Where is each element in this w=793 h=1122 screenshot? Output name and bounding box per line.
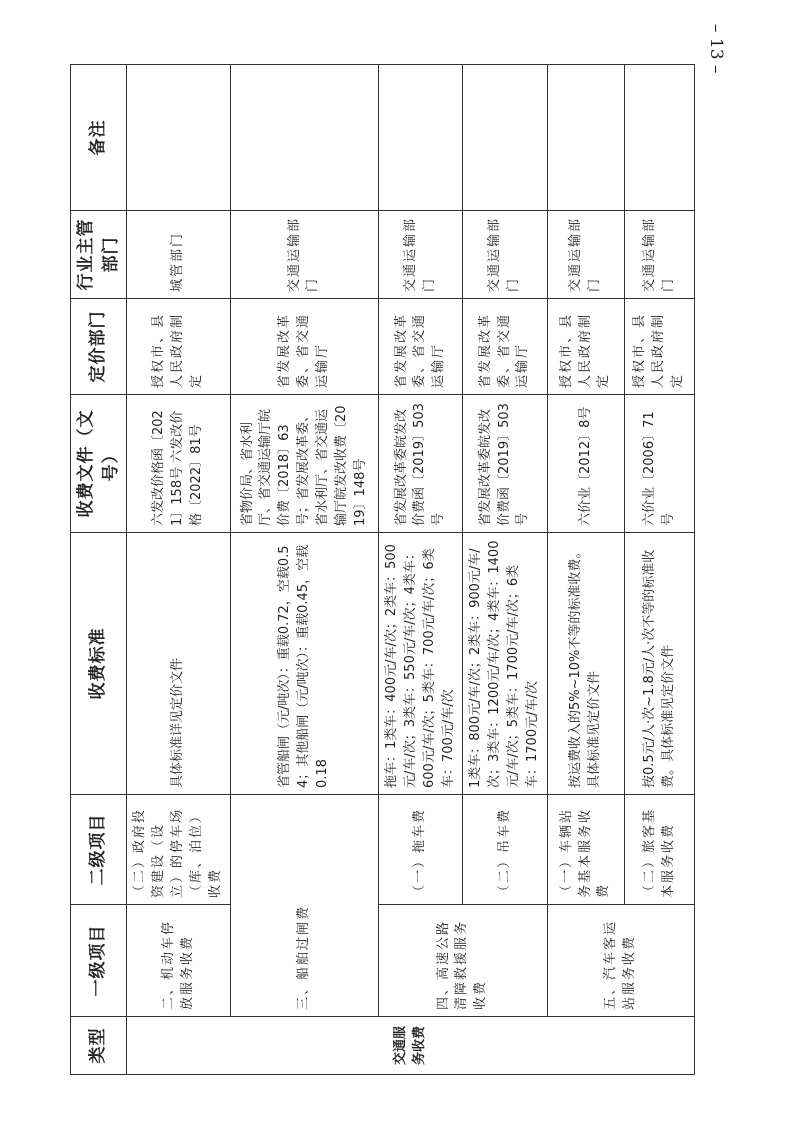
table-row	[230, 65, 378, 1075]
document-cell: 六发改价格函〔2021〕158号 六发改价格〔2022〕81号	[127, 395, 231, 533]
table-header-row	[71, 65, 127, 1075]
remark-cell	[230, 65, 378, 211]
header-standard: 收费标准	[71, 533, 127, 795]
category-cell: 交通服务收费	[127, 1017, 695, 1075]
pricing-dept-cell: 省发展改革委、省交通运输厅	[463, 299, 547, 395]
pricing-dept-cell: 省发展改革委、省交通运输厅	[230, 299, 378, 395]
rotated-table-wrapper	[70, 65, 695, 1075]
industry-dept-cell: 交通运输部门	[230, 211, 378, 299]
pricing-dept-cell: 授权市、县人民政府制定	[625, 299, 695, 395]
level2-cell: （一）拖车费	[379, 795, 463, 905]
industry-dept-cell: 交通运输部门	[463, 211, 547, 299]
header-industry-dept: 行业主管部门	[71, 211, 127, 299]
remark-cell	[463, 65, 547, 211]
header-level2: 二级项目	[71, 795, 127, 905]
pricing-dept-cell: 省发展改革委、省交通运输厅	[379, 299, 463, 395]
standard-cell: 按0.5元/人·次~1.8元/人·次不等的标准收费。具体标准见定价文件	[625, 533, 695, 795]
header-document: 收费文件（文号）	[71, 395, 127, 533]
level2-cell: （二）政府投资建设（设立）的停车场（库、泊位）收费	[127, 795, 231, 905]
level1-cell: 四、高速公路清障救援服务收费	[379, 905, 548, 1017]
document-cell: 省发展改革委皖发改价费函〔2019〕503号	[379, 395, 463, 533]
remark-cell	[127, 65, 231, 211]
industry-dept-cell: 交通运输部门	[547, 211, 625, 299]
document-cell: 六价业〔2006〕71号	[625, 395, 695, 533]
remark-cell	[625, 65, 695, 211]
remark-cell	[379, 65, 463, 211]
industry-dept-cell: 交通运输部门	[379, 211, 463, 299]
level2-cell: （一）车辆站务基本服务收费	[547, 795, 625, 905]
pricing-dept-cell: 授权市、县人民政府制定	[547, 299, 625, 395]
document-cell: 六价业〔2012〕8号	[547, 395, 625, 533]
header-remark: 备注	[71, 65, 127, 211]
header-level1: 一级项目	[71, 905, 127, 1017]
standard-cell: 省管船闸（元/吨次）：重载0.72，空载0.54；其他船闸（元/吨次）：重载0.45，空载0.18	[230, 533, 378, 795]
document-cell: 省发展改革委皖发改价费函〔2019〕503号	[463, 395, 547, 533]
header-pricing-dept: 定价部门	[71, 299, 127, 395]
remark-cell	[547, 65, 625, 211]
table-row	[127, 65, 231, 1075]
standard-cell: 拖车：1类车：400元/车/次；2类车：500元/车/次；3类车：550元/车/次；4类车：600元/车/次；5类车：700元/车/次；6类车：700元/车/次	[379, 533, 463, 795]
standard-cell: 具体标准详见定价文件	[127, 533, 231, 795]
table-row	[379, 65, 463, 1075]
header-type: 类型	[71, 1017, 127, 1075]
level2-cell: （二）旅客基本服务收费	[625, 795, 695, 905]
fee-standard-table	[70, 64, 695, 1075]
standard-cell: 1类车：800元/车/次；2类车：900元/车/次；3类车：1200元/车/次；4类车：1400元/车/次；5类车：1700元/车/次；6类车：1700元/车/次	[463, 533, 547, 795]
level1-cell: 三、船舶过闸费	[230, 795, 378, 1017]
level1-cell: 五、汽车客运站服务收费	[547, 905, 694, 1017]
industry-dept-cell: 城管部门	[127, 211, 231, 299]
pricing-dept-cell: 授权市、县人民政府制定	[127, 299, 231, 395]
level2-cell: （二）吊车费	[463, 795, 547, 905]
standard-cell: 按运费收入的5%~10%不等的标准收费。具体标准见定价文件	[547, 533, 625, 795]
table-row	[547, 65, 625, 1075]
industry-dept-cell: 交通运输部门	[625, 211, 695, 299]
document-cell: 省物价局、省水利厅、省交通运输厅皖价费〔2018〕63号；省发展改革委、省水利厅、省交通运输厅皖发改收费〔2019〕148号	[230, 395, 378, 533]
page-number: – 13 –	[706, 24, 726, 74]
level1-cell: 二、机动车停放服务收费	[127, 905, 231, 1017]
